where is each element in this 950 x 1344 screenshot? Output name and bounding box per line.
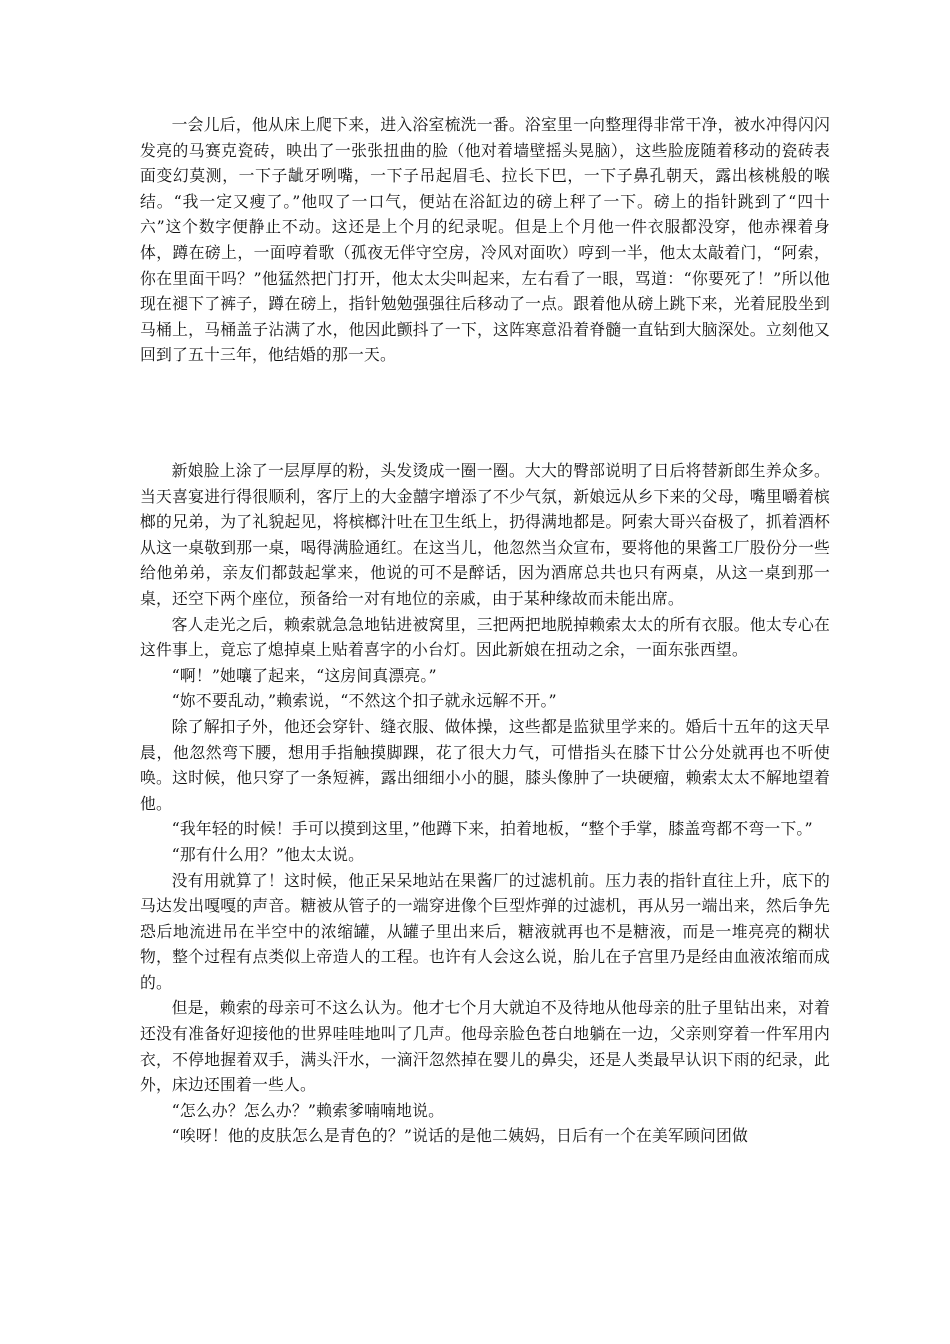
text-block-first [140,112,830,368]
paragraph: “那有什么用？”他太太说。 [171,844,365,864]
paragraph: 除了解扣子外，他还会穿针、缝衣服、做体操，这些都是监狱里学来的。婚后十五年的这天早晨，他忽然弯下腰，想用手指触摸脚踝，花了很大力气，可惜指头在膝下廿公分处就再也不听使唤。这时候，他只穿了一条短裤，露出细细小小的腿，膝头像肿了一块硬瘤，赖索太太不解地望着他。 [140,716,830,813]
text-block-second [140,458,830,1149]
paragraph: “怎么办？怎么办？”赖索爹喃喃地说。 [171,1100,445,1120]
paragraph: “啊！”她嚷了起来，“这房间真漂亮。” [171,665,437,685]
paragraph: 一会儿后，他从床上爬下来，进入浴室梳洗一番。浴室里一向整理得非常干净，被水冲得闪闪发亮的马赛克瓷砖，映出了一张张扭曲的脸（他对着墙壁摇头晃脑），这些脸庞随着移动的瓷砖表面变幻莫测，一下子龇牙咧嘴，一下子吊起眉毛、拉长下巴，一下子鼻孔朝天，露出核桃般的喉结。“我一定又瘦了。”他叹了一口气，便站在浴缸边的磅上秤了一下。磅上的指针跳到了“四十六”这个数字便静止不动。这还是上个月的纪录呢。但是上个月他一件衣服都没穿，他赤裸着身体，蹲在磅上，一面哼着歌（孤夜无伴守空房，冷风对面吹）哼到一半，他太太敲着门，“阿索，你在里面干吗？”他猛然把门打开，他太太尖叫起来，左右看了一眼，骂道：“你要死了！”所以他现在褪下了裤子，蹲在磅上，指针勉勉强强往后移动了一点。跟着他从磅上跳下来，光着屁股坐到马桶上，马桶盖子沾满了水，他因此颤抖了一下，这阵寒意沿着脊髓一直钻到大脑深处。立刻他又回到了五十三年，他结婚的那一天。 [140,115,830,365]
paragraph: 客人走光之后，赖索就急急地钻进被窝里，三把两把地脱掉赖索太太的所有衣服。他太专心在这件事上，竟忘了熄掉桌上贴着喜字的小台灯。因此新娘在扭动之余，一面东张西望。 [140,614,830,660]
paragraph: 新娘脸上涂了一层厚厚的粉，头发烫成一圈一圈。大大的臀部说明了日后将替新郎生养众多。当天喜宴进行得很顺利，客厅上的大金囍字增添了不少气氛，新娘远从乡下来的父母，嘴里嚼着槟榔的兄弟，为了礼貌起见，将槟榔汁吐在卫生纸上，扔得满地都是。阿索大哥兴奋极了，抓着酒杯从这一桌敬到那一桌，喝得满脸通红。在这当儿，他忽然当众宣布，要将他的果酱工厂股份分一些给他弟弟，亲友们都鼓起掌来，他说的可不是醉话，因为酒席总共也只有两桌，从这一桌到那一桌，还空下两个座位，预备给一对有地位的亲戚，由于某种缘故而未能出席。 [140,461,830,608]
paragraph: “我年轻的时候！手可以摸到这里，”他蹲下来，拍着地板，“整个手掌，膝盖弯都不弯一下。” [171,819,813,839]
paragraph: “妳不要乱动，”赖索说，“不然这个扣子就永远解不开。” [171,691,557,711]
paragraph: 没有用就算了！这时候，他正呆呆地站在果酱厂的过滤机前。压力表的指针直往上升，底下的马达发出嘎嘎的声音。糖被从管子的一端穿进像个巨型炸弹的过滤机，再从另一端出来，然后争先恐后地流进吊在半空中的浓缩罐，从罐子里出来后，糖液就再也不是糖液，而是一堆亮亮的糊状物，整个过程有点类似上帝造人的工程。也许有人会这么说，胎儿在子宫里乃是经由血液浓缩而成的。 [140,870,830,992]
paragraph: 但是，赖索的母亲可不这么认为。他才七个月大就迫不及待地从他母亲的肚子里钻出来，对着还没有准备好迎接他的世界哇哇地叫了几声。他母亲脸色苍白地躺在一边，父亲则穿着一件军用内衣，不停地握着双手，满头汗水，一滴汗忽然掉在婴儿的鼻尖，还是人类最早认识下雨的纪录，此外，床边还围着一些人。 [140,998,830,1095]
paragraph: “唉呀！他的皮肤怎么是青色的？”说话的是他二姨妈，日后有一个在美军顾问团做 [171,1126,749,1146]
